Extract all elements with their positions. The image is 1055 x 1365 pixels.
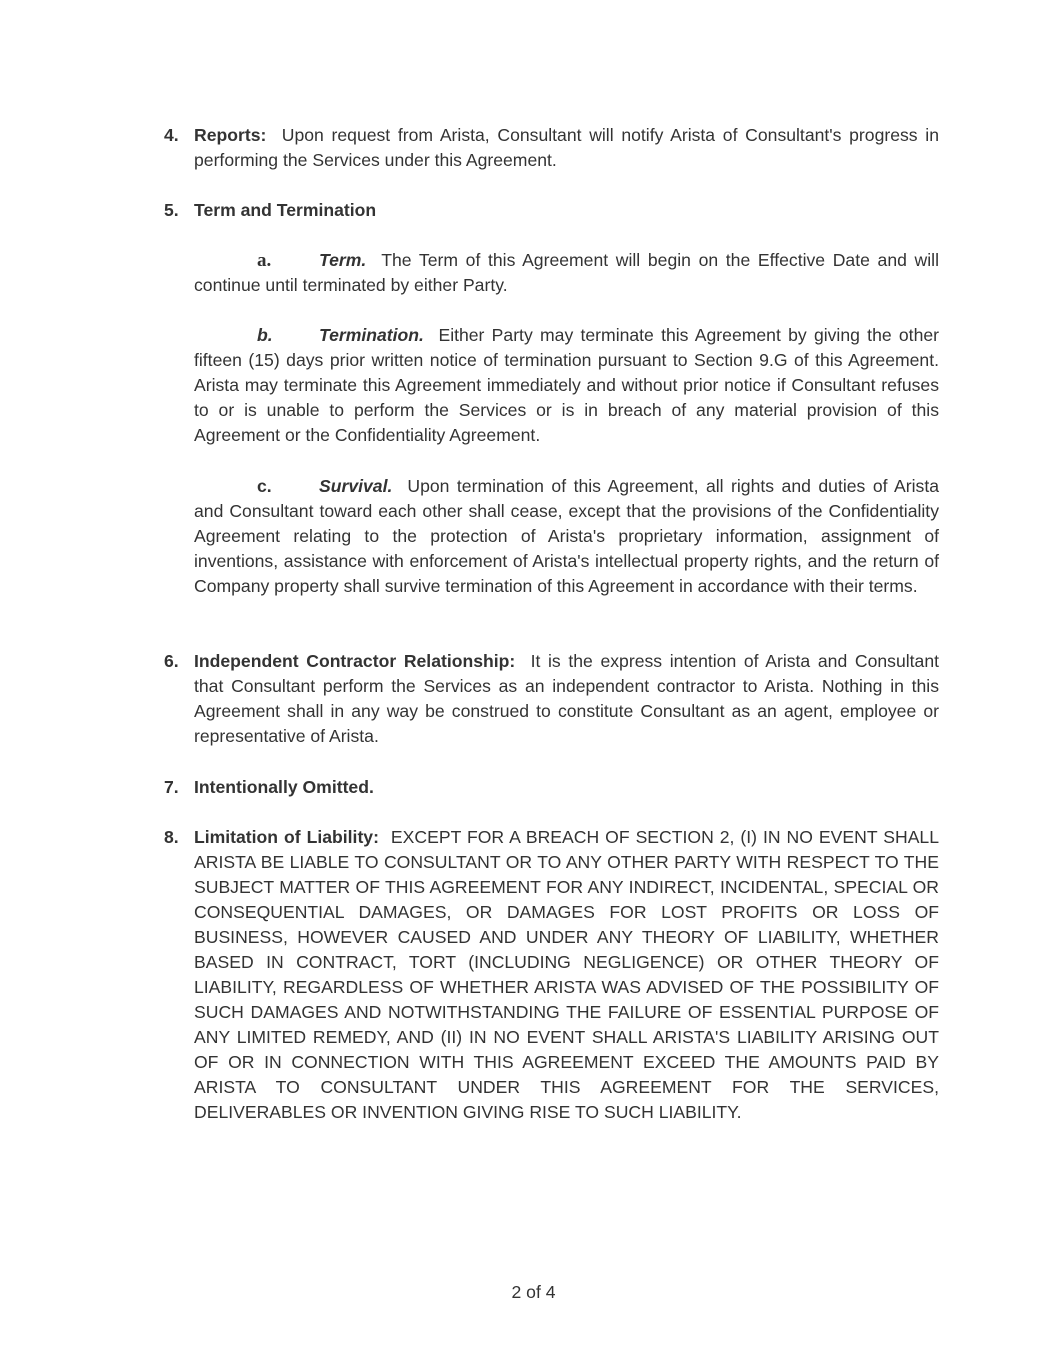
section-title: Term and Termination: [194, 200, 377, 220]
subsection-text: Upon termination of this Agreement, all rights and duties of Arista and Consultant toward each other shall cease, except that the provisions of the Confidentiality Agreement relating to the protection of Arista's proprietary information, assignment of inventions, assistance with enforcement of Arista's intellectual property rights, and the return of Company property shall survive termination of this Agreement in accordance with their terms.: [194, 476, 940, 596]
section-title: Independent Contractor Relationship:: [194, 651, 516, 671]
section-7-intentionally-omitted: [164, 775, 939, 800]
subsection-text: Either Party may terminate this Agreement by giving the other fifteen (15) days prior written notice of termination pursuant to Section 9.G of this Agreement. Arista may terminate this Agreement immediately and without prior notice if Consultant refuses to or is unable to perform the Services or is in breach of any material provision of this Agreement or the Confidentiality Agreement.: [194, 325, 939, 445]
section-6-independent-contractor: [164, 649, 939, 749]
section-text: Upon request from Arista, Consultant will notify Arista of Consultant's progress in performing the Services under this Agreement.: [194, 125, 939, 170]
section-number: 8.: [164, 827, 179, 847]
section-body: [194, 825, 939, 1125]
subsection-letter: a.: [257, 250, 272, 271]
section-title: Reports:: [194, 125, 267, 145]
subsection-5c-survival: [194, 474, 939, 599]
subsection-5a-term: [194, 248, 939, 298]
subsection-title: Survival.: [319, 476, 393, 496]
subsection-text: The Term of this Agreement will begin on the Effective Date and will continue until terminated by either Party.: [194, 250, 939, 295]
section-number: 4.: [164, 125, 179, 145]
section-body: [194, 198, 939, 223]
subsection-letter: b.: [257, 325, 273, 345]
page-number: 2 of 4: [511, 1282, 556, 1302]
section-body: [194, 775, 939, 800]
subsection-title: Term.: [319, 250, 367, 270]
subsection-5b-termination: [194, 323, 939, 448]
section-text: It is the express intention of Arista and Consultant that Consultant perform the Services as an independent contractor to Arista. Nothing in this Agreement shall in any way be construed to constitute Consultant as an agent, employee or representative of Arista.: [194, 651, 939, 746]
subsection-title: Termination.: [319, 325, 424, 345]
section-text: EXCEPT FOR A BREACH OF SECTION 2, (I) IN NO EVENT SHALL ARISTA BE LIABLE TO CONSULTANT OR TO ANY OTHER PARTY WITH RESPECT TO THE SUBJECT MATTER OF THIS AGREEMENT FOR ANY INDIRECT, INCIDENTAL, SPECIAL OR CONSEQUENTIAL DAMAGES, OR DAMAGES FOR LOST PROFITS OR LOSS OF BUSINESS, HOWEVER CAUSED AND UNDER ANY THEORY OF LIABILITY, WHETHER BASED IN CONTRACT, TORT (INCLUDING NEGLIGENCE) OR OTHER THEORY OF LIABILITY, REGARDLESS OF WHETHER ARISTA WAS ADVISED OF THE POSSIBILITY OF SUCH DAMAGES AND NOTWITHSTANDING THE FAILURE OF ESSENTIAL PURPOSE OF ANY LIMITED REMEDY, AND (II) IN NO EVENT SHALL ARISTA'S LIABILITY ARISING OUT OF OR IN CONNECTION WITH THIS AGREEMENT EXCEED THE AMOUNTS PAID BY ARISTA TO CONSULTANT UNDER THIS AGREEMENT FOR THE SERVICES, DELIVERABLES OR INVENTION GIVING RISE TO SUCH LIABILITY.: [194, 827, 939, 1122]
section-title: Intentionally Omitted.: [194, 777, 374, 797]
section-title: Limitation of Liability:: [194, 827, 379, 847]
section-number: 6.: [164, 651, 179, 671]
section-number: 7.: [164, 777, 179, 797]
section-5-term-and-termination: [164, 198, 939, 223]
section-body: [194, 649, 939, 749]
subsection-letter: c.: [257, 476, 272, 496]
section-body: [194, 123, 939, 173]
section-8-limitation-of-liability: [164, 825, 939, 1125]
section-4-reports: [164, 123, 939, 173]
section-number: 5.: [164, 200, 179, 220]
